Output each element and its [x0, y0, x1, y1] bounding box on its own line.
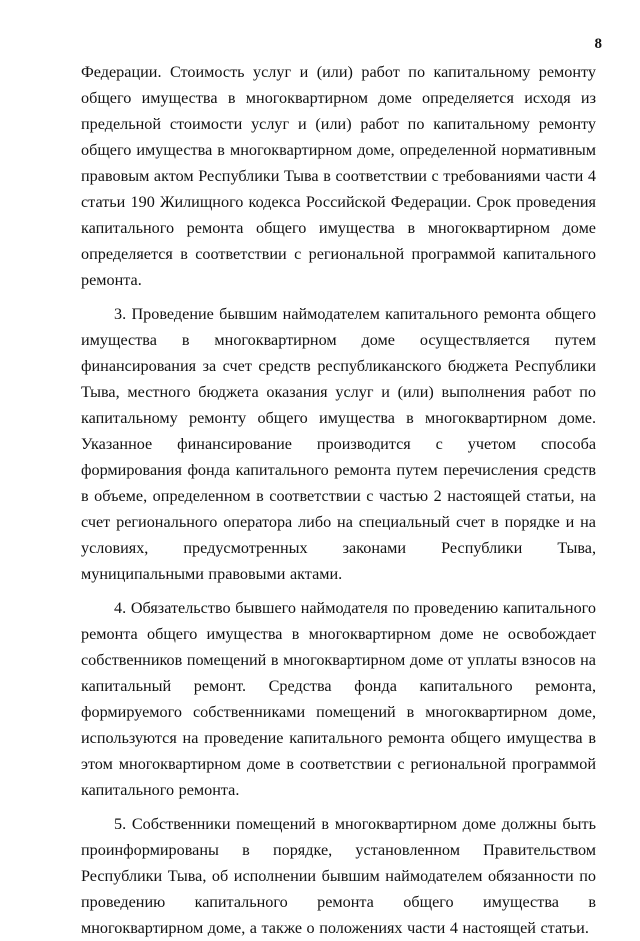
- paragraph-5: 5. Собственники помещений в многоквартирном доме должны быть проинформированы в порядке, установленном Правительством Республики Тыва, об исполнении бывшим наймодателем обязанности по проведению капитального ремонта общего имущества в многоквартирном доме, а также о положениях части 4 настоящей статьи.: [81, 815, 596, 937]
- paragraph-4: 4. Обязательство бывшего наймодателя по проведению капитального ремонта общего имущества в многоквартирном доме не освобождает собственников помещений в многоквартирном доме от уплаты взносов на капитальный ремонт. Средства фонда капитального ремонта, формируемого собственниками помещений в многоквартирном доме, используются на проведение капитального ремонта общего имущества в этом многоквартирном доме в соответствии с региональной программой капитального ремонта.: [81, 599, 596, 799]
- page-number: 8: [594, 36, 602, 52]
- document-body: [81, 59, 596, 941]
- paragraph-continuation: Федерации. Стоимость услуг и (или) работ по капитальному ремонту общего имущества в многоквартирном доме определяется исходя из предельной стоимости услуг и (или) работ по капитальному ремонту общего имущества в многоквартирном доме, определенной нормативным правовым актом Республики Тыва в соответствии с требованиями части 4 статьи 190 Жилищного кодекса Российской Федерации. Срок проведения капитального ремонта общего имущества в многоквартирном доме определяется в соответствии с региональной программой капитального ремонта.: [81, 63, 596, 289]
- paragraph-3: 3. Проведение бывшим наймодателем капитального ремонта общего имущества в многоквартирном доме осуществляется путем финансирования за счет средств республиканского бюджета Республики Тыва, местного бюджета оказания услуг и (или) выполнения работ по капитальному ремонту общего имущества в многоквартирном доме. Указанное финансирование производится с учетом способа формирования фонда капитального ремонта путем перечисления средств в объеме, определенном в соответствии с частью 2 настоящей статьи, на счет регионального оператора либо на специальный счет в порядке и на условиях, предусмотренных законами Республики Тыва, муниципальными правовыми актами.: [81, 305, 596, 583]
